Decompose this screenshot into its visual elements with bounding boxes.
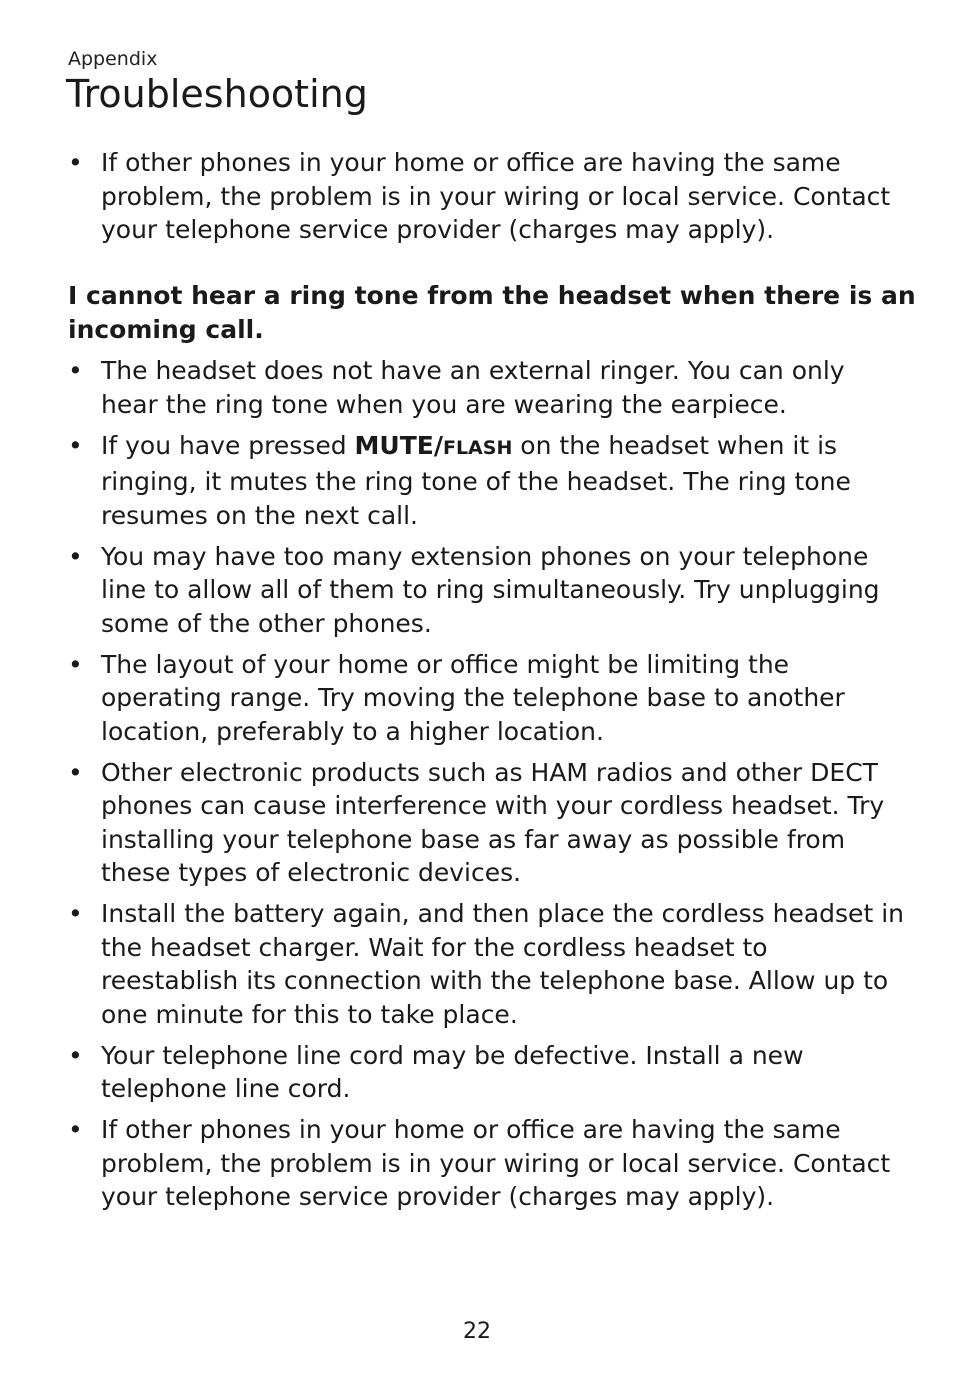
list-item-text-after: on the headset when it is ringing, it mutes the ring tone of the headset. The ring tone resumes on the next call. [101, 430, 851, 530]
list-item-text: If other phones in your home or office are having the same problem, the problem is in your wiring or local service. Contact your telephone service provider (charges may apply). [101, 148, 891, 244]
page-title: Troubleshooting [66, 72, 368, 116]
bullet-icon: • [68, 148, 83, 177]
list-item [68, 756, 908, 890]
list-item [68, 540, 908, 641]
list-item [68, 1039, 908, 1106]
troubleshooting-question: I cannot hear a ring tone from the headset when there is an incoming call. [68, 281, 916, 344]
page-number: 22 [463, 1319, 491, 1344]
bullet-icon: • [68, 356, 83, 385]
list-item-text-before: If you have pressed [101, 430, 355, 460]
flash-key-label: FLASH [442, 436, 513, 459]
bullet-icon: • [68, 1040, 83, 1070]
list-item-text: The headset does not have an external ringer. You can only hear the ring tone when you are wearing the earpiece. [101, 356, 845, 419]
list-item [68, 897, 908, 1031]
bullet-icon: • [68, 1115, 83, 1144]
bullet-icon: • [68, 541, 83, 571]
list-item [68, 429, 908, 533]
bullet-icon: • [68, 899, 83, 928]
section-label: Appendix [68, 48, 158, 70]
list-item-text: Your telephone line cord may be defective. Install a new telephone line cord. [101, 1040, 804, 1103]
mute-key-label: MUTE/ [354, 430, 443, 460]
list-item [68, 648, 908, 749]
list-item [68, 354, 908, 421]
list-item-text: Install the battery again, and then place the cordless headset in the headset charger. Wait for the cordless headset to reestablish its connection with the telephone base. Allow up to one minute for this to take place. [101, 899, 904, 1029]
list-item [68, 146, 908, 247]
list-item-text: You may have too many extension phones on your telephone line to allow all of them to ring simultaneously. Try unplugging some of the other phones. [101, 541, 880, 638]
intro-bullet-list [68, 146, 908, 254]
list-item-text: The layout of your home or office might be limiting the operating range. Try moving the telephone base to another location, preferably to a higher location. [101, 649, 845, 746]
bullet-icon: • [68, 430, 83, 460]
list-item [68, 1113, 908, 1214]
bullet-icon: • [68, 649, 83, 679]
bullet-icon: • [68, 757, 83, 787]
list-item-text: If other phones in your home or office are having the same problem, the problem is in your wiring or local service. Contact your telephone service provider (charges may apply). [101, 1115, 891, 1211]
list-item-text: Other electronic products such as HAM radios and other DECT phones can cause interference with your cordless headset. Try installing your telephone base as far away as possible from these types of electronic devices. [101, 757, 885, 887]
answer-bullet-list [68, 354, 908, 1221]
